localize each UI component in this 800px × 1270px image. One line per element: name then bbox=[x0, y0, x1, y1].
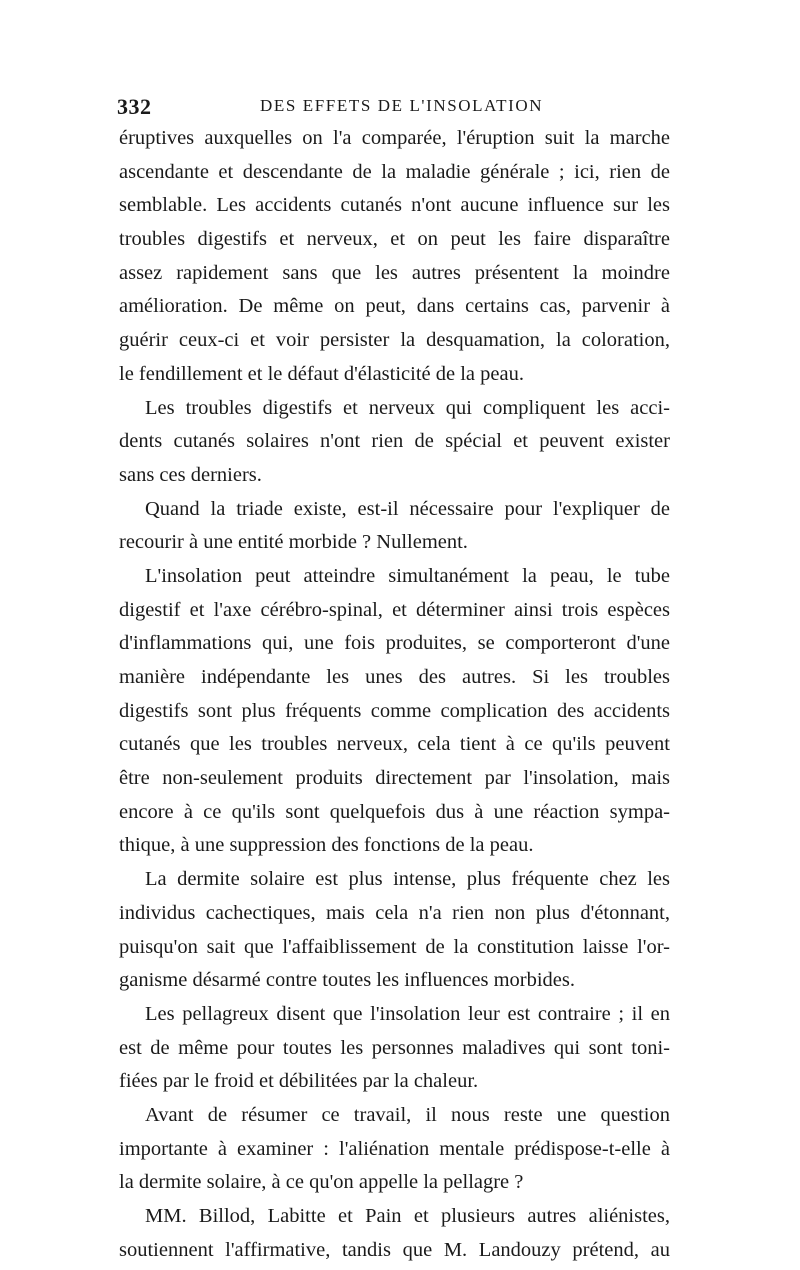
text-line: Quand la triade existe, est-il nécessaire pour l'expliquer de bbox=[145, 497, 670, 520]
text-line: encore à ce qu'ils sont quelquefois dus à une réaction sympa- bbox=[119, 800, 670, 823]
text-line: dents cutanés solaires n'ont rien de spécial et peuvent exister bbox=[119, 430, 670, 453]
text-line: Les troubles digestifs et nerveux qui compliquent les acci- bbox=[145, 396, 670, 419]
text-line: digestif et l'axe cérébro-spinal, et déterminer ainsi trois espèces bbox=[119, 598, 670, 621]
text-line: ganisme désarmé contre toutes les influences morbides. bbox=[119, 969, 575, 992]
text-line: MM. Billod, Labitte et Pain et plusieurs autres aliénistes, bbox=[145, 1205, 670, 1227]
text-line: d'inflammations qui, une fois produites, se comporteront d'une bbox=[119, 632, 670, 655]
text-line: cutanés que les troubles nerveux, cela tient à ce qu'ils peuvent bbox=[119, 733, 670, 756]
running-head bbox=[117, 94, 670, 118]
text-line: Les pellagreux disent que l'insolation leur est contraire ; il en bbox=[145, 1002, 670, 1025]
text-line: le fendillement et le défaut d'élasticité de la peau. bbox=[119, 362, 524, 385]
text-line: est de même pour toutes les personnes maladives qui sont toni- bbox=[119, 1036, 670, 1059]
text-line: sans ces derniers. bbox=[119, 463, 262, 486]
text-line: puisqu'on sait que l'affaiblissement de la constitution laisse l'or- bbox=[119, 935, 670, 958]
text-line: soutiennent l'affirmative, tandis que M. Landouzy prétend, au bbox=[119, 1238, 670, 1261]
text-line: troubles digestifs et nerveux, et on peut les faire disparaître bbox=[119, 228, 670, 251]
text-line: L'insolation peut atteindre simultanément la peau, le tube bbox=[145, 564, 670, 587]
text-line: digestifs sont plus fréquents comme complication des accidents bbox=[119, 699, 670, 722]
text-line: fiées par le froid et débilitées par la chaleur. bbox=[119, 1070, 479, 1093]
text-line: la dermite solaire, à ce qu'on appelle la pellagre ? bbox=[119, 1171, 524, 1194]
text-line: importante à examiner : l'aliénation mentale prédispose-t-elle à bbox=[119, 1137, 670, 1160]
text-line: recourir à une entité morbide ? Nullement. bbox=[119, 531, 468, 554]
text-line: guérir ceux-ci et voir persister la desquamation, la coloration, bbox=[119, 329, 670, 352]
text-line: La dermite solaire est plus intense, plus fréquente chez les bbox=[145, 868, 670, 891]
text-line: individus cachectiques, mais cela n'a rien non plus d'étonnant, bbox=[119, 901, 670, 924]
page-number: 332 bbox=[117, 94, 152, 119]
text-line: semblable. Les accidents cutanés n'ont aucune influence sur les bbox=[119, 194, 670, 217]
body-text bbox=[119, 122, 670, 1267]
text-line: thique, à une suppression des fonctions de la peau. bbox=[119, 834, 534, 857]
text-line: Avant de résumer ce travail, il nous reste une question bbox=[145, 1103, 670, 1126]
text-line: éruptives auxquelles on l'a comparée, l'éruption suit la marche bbox=[119, 127, 670, 149]
text-line: assez rapidement sans que les autres présentent la moindre bbox=[119, 261, 670, 284]
text-line: amélioration. De même on peut, dans certains cas, parvenir à bbox=[119, 295, 670, 318]
text-line: être non-seulement produits directement par l'insolation, mais bbox=[119, 767, 670, 790]
text-line: manière indépendante les unes des autres. Si les troubles bbox=[119, 666, 670, 688]
text-line: ascendante et descendante de la maladie générale ; ici, rien de bbox=[119, 160, 670, 183]
running-title: DES EFFETS DE L'INSOLATION bbox=[260, 96, 544, 115]
